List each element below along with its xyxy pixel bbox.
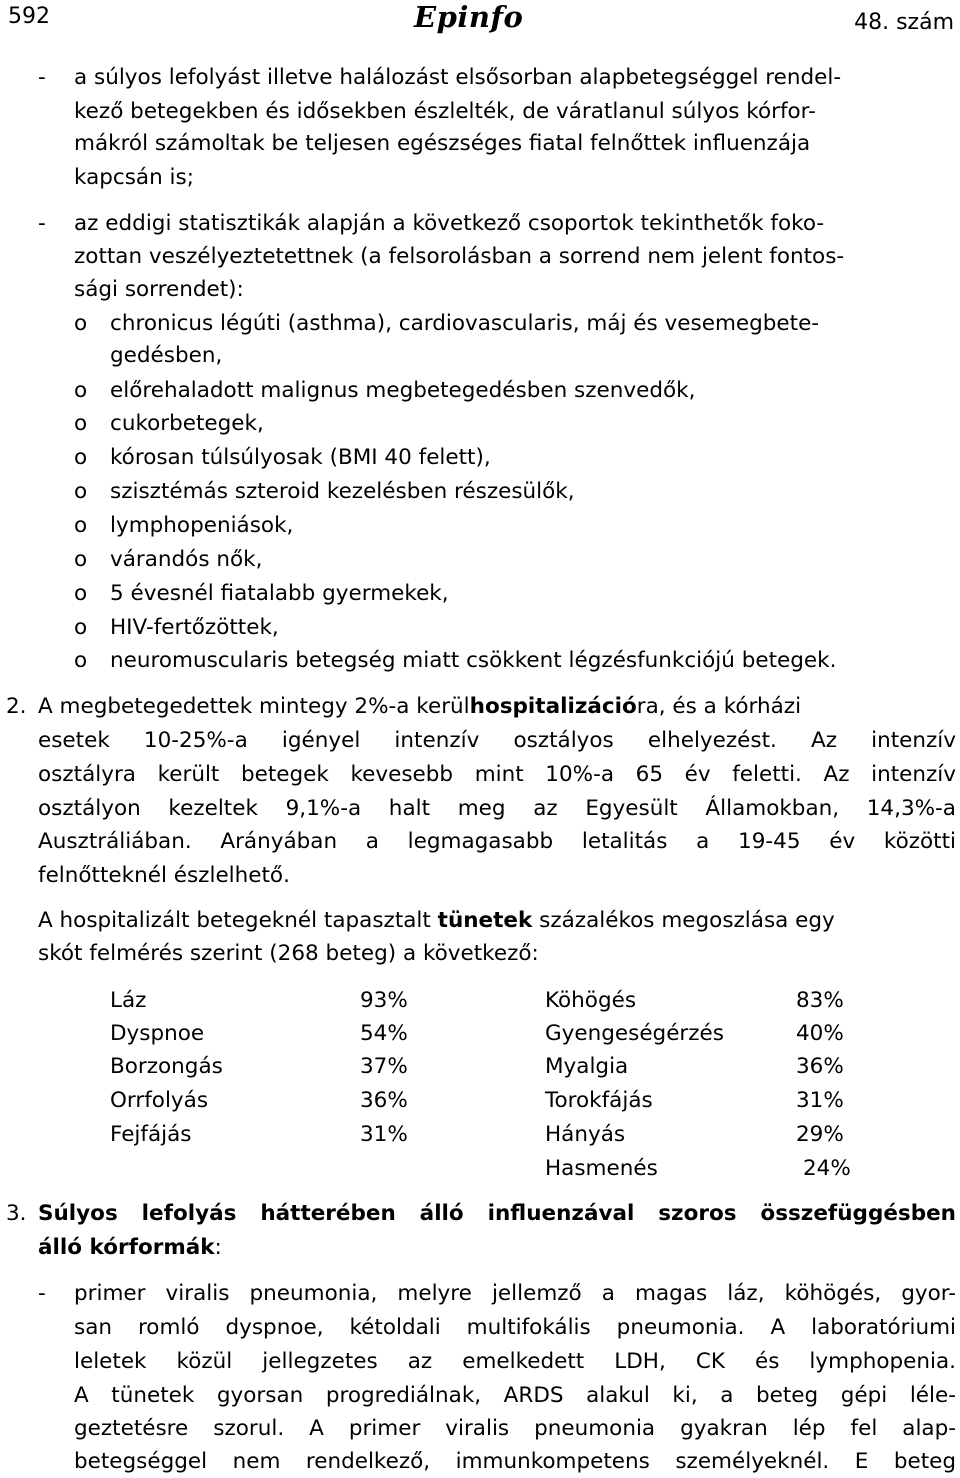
symptom-name: Orrfolyás	[110, 1088, 209, 1113]
text-line: sági sorrendet):	[74, 277, 244, 302]
symptom-pct: 37%	[360, 1054, 408, 1079]
list-item-continuation: gedésben,	[110, 343, 223, 368]
masthead-logo: Epinfo	[414, 0, 524, 34]
symptom-pct: 31%	[360, 1122, 408, 1147]
list-item: várandós nők,	[110, 547, 263, 572]
symptom-name: Gyengeségérzés	[545, 1021, 724, 1046]
section-title: Súlyos lefolyás hátterében álló influenzával szoros összefüggésben	[38, 1201, 956, 1226]
symptom-pct: 54%	[360, 1021, 408, 1046]
list-item: HIV-fertőzöttek,	[110, 615, 279, 640]
paragraph-line: osztályra került betegek kevesebb mint 10%-a 65 év feletti. Az intenzív	[38, 762, 956, 787]
paragraph-line	[38, 693, 956, 721]
list-item: előrehaladott malignus megbetegedésben szenvedők,	[110, 378, 696, 403]
section-number: 3.	[6, 1201, 27, 1226]
text-line: az eddigi statisztikák alapján a következő csoportok tekinthetők foko-	[74, 211, 825, 236]
list-item: 5 évesnél fiatalabb gyermekek,	[110, 581, 449, 606]
bullet-marker: o	[74, 513, 88, 538]
issue-number: 48. szám	[854, 10, 954, 35]
dash-marker: -	[38, 65, 46, 90]
section-number: 2.	[6, 694, 27, 719]
symptom-name: Dyspnoe	[110, 1021, 205, 1046]
bold-term: tünetek	[437, 908, 533, 933]
symptom-name: Hányás	[545, 1122, 626, 1147]
bullet-marker: o	[74, 479, 88, 504]
symptom-pct: 36%	[796, 1054, 844, 1079]
list-item: neuromuscularis betegség miatt csökkent légzésfunkciójú betegek.	[110, 648, 837, 673]
symptom-pct: 29%	[796, 1122, 844, 1147]
bullet-marker: o	[74, 311, 88, 336]
bullet-marker: o	[74, 581, 88, 606]
symptom-pct: 36%	[360, 1088, 408, 1113]
list-item: kórosan túlsúlyosak (BMI 40 felett),	[110, 445, 491, 470]
paragraph-line: felnőtteknél észlelhető.	[38, 863, 290, 888]
dash-marker: -	[38, 211, 46, 236]
text-line: kapcsán is;	[74, 165, 194, 190]
symptoms-intro-line: A hospitalizált betegeknél tapasztalt tünetek százalékos megoszlása egy	[38, 908, 835, 933]
bullet-marker: o	[74, 648, 88, 673]
section-title: álló kórformák:	[38, 1235, 222, 1260]
bold-term: hospitalizáció	[469, 694, 637, 719]
bullet-marker: o	[74, 445, 88, 470]
bullet-marker: o	[74, 547, 88, 572]
text-line: leletek közül jellegzetes az emelkedett LDH, CK és lymphopenia.	[74, 1349, 956, 1374]
list-item: cukorbetegek,	[110, 411, 264, 436]
text-line: geztetésre szorul. A primer viralis pneumonia gyakran lép fel alap-	[74, 1416, 956, 1441]
text-line: A tünetek gyorsan progrediálnak, ARDS alakul ki, a beteg gépi léle-	[74, 1383, 956, 1408]
text-line: mákról számoltak be teljesen egészséges fiatal felnőttek influenzája	[74, 131, 811, 156]
bullet-marker: o	[74, 615, 88, 640]
text-run: A megbetegedettek mintegy 2%-a kerülhospitalizációra, és a kórházi	[38, 694, 802, 719]
symptom-pct: 83%	[796, 988, 844, 1013]
text-line: primer viralis pneumonia, melyre jellemző a magas láz, köhögés, gyor-	[74, 1281, 956, 1306]
list-item: lymphopeniások,	[110, 513, 294, 538]
symptom-pct: 24%	[803, 1156, 851, 1181]
list-item: szisztémás szteroid kezelésben részesülők,	[110, 479, 575, 504]
bullet-marker: o	[74, 411, 88, 436]
symptom-name: Láz	[110, 988, 147, 1013]
page-number: 592	[8, 4, 50, 29]
symptom-name: Köhögés	[545, 988, 637, 1013]
bullet-marker: o	[74, 378, 88, 403]
symptom-name: Torokfájás	[545, 1088, 653, 1113]
symptom-name: Fejfájás	[110, 1122, 192, 1147]
symptom-pct: 93%	[360, 988, 408, 1013]
page-header	[0, 0, 960, 40]
dash-marker: -	[38, 1281, 46, 1306]
paragraph-line: osztályon kezeltek 9,1%-a halt meg az Egyesült Államokban, 14,3%-a	[38, 796, 956, 821]
paragraph-line: esetek 10-25%-a igényel intenzív osztályos elhelyezést. Az intenzív	[38, 728, 956, 753]
symptom-pct: 40%	[796, 1021, 844, 1046]
text-line: a súlyos lefolyást illetve halálozást elsősorban alapbetegséggel rendel-	[74, 65, 842, 90]
symptom-pct: 31%	[796, 1088, 844, 1113]
symptom-name: Hasmenés	[545, 1156, 658, 1181]
symptom-name: Myalgia	[545, 1054, 629, 1079]
text-line: san romló dyspnoe, kétoldali multifokális pneumonia. A laboratóriumi	[74, 1315, 956, 1340]
text-line: zottan veszélyeztetettnek (a felsorolásban a sorrend nem jelent fontos-	[74, 244, 845, 269]
list-item: chronicus légúti (asthma), cardiovascularis, máj és vesemegbete-	[110, 311, 820, 336]
symptom-name: Borzongás	[110, 1054, 223, 1079]
symptoms-intro-line: skót felmérés szerint (268 beteg) a következő:	[38, 941, 539, 966]
text-line: kező betegekben és idősekben észlelték, de váratlanul súlyos kórfor-	[74, 99, 816, 124]
paragraph-line: Ausztráliában. Arányában a legmagasabb letalitás a 19-45 év közötti	[38, 829, 956, 854]
text-line: betegséggel nem rendelkező, immunkompetens személyeknél. E beteg	[74, 1449, 956, 1474]
